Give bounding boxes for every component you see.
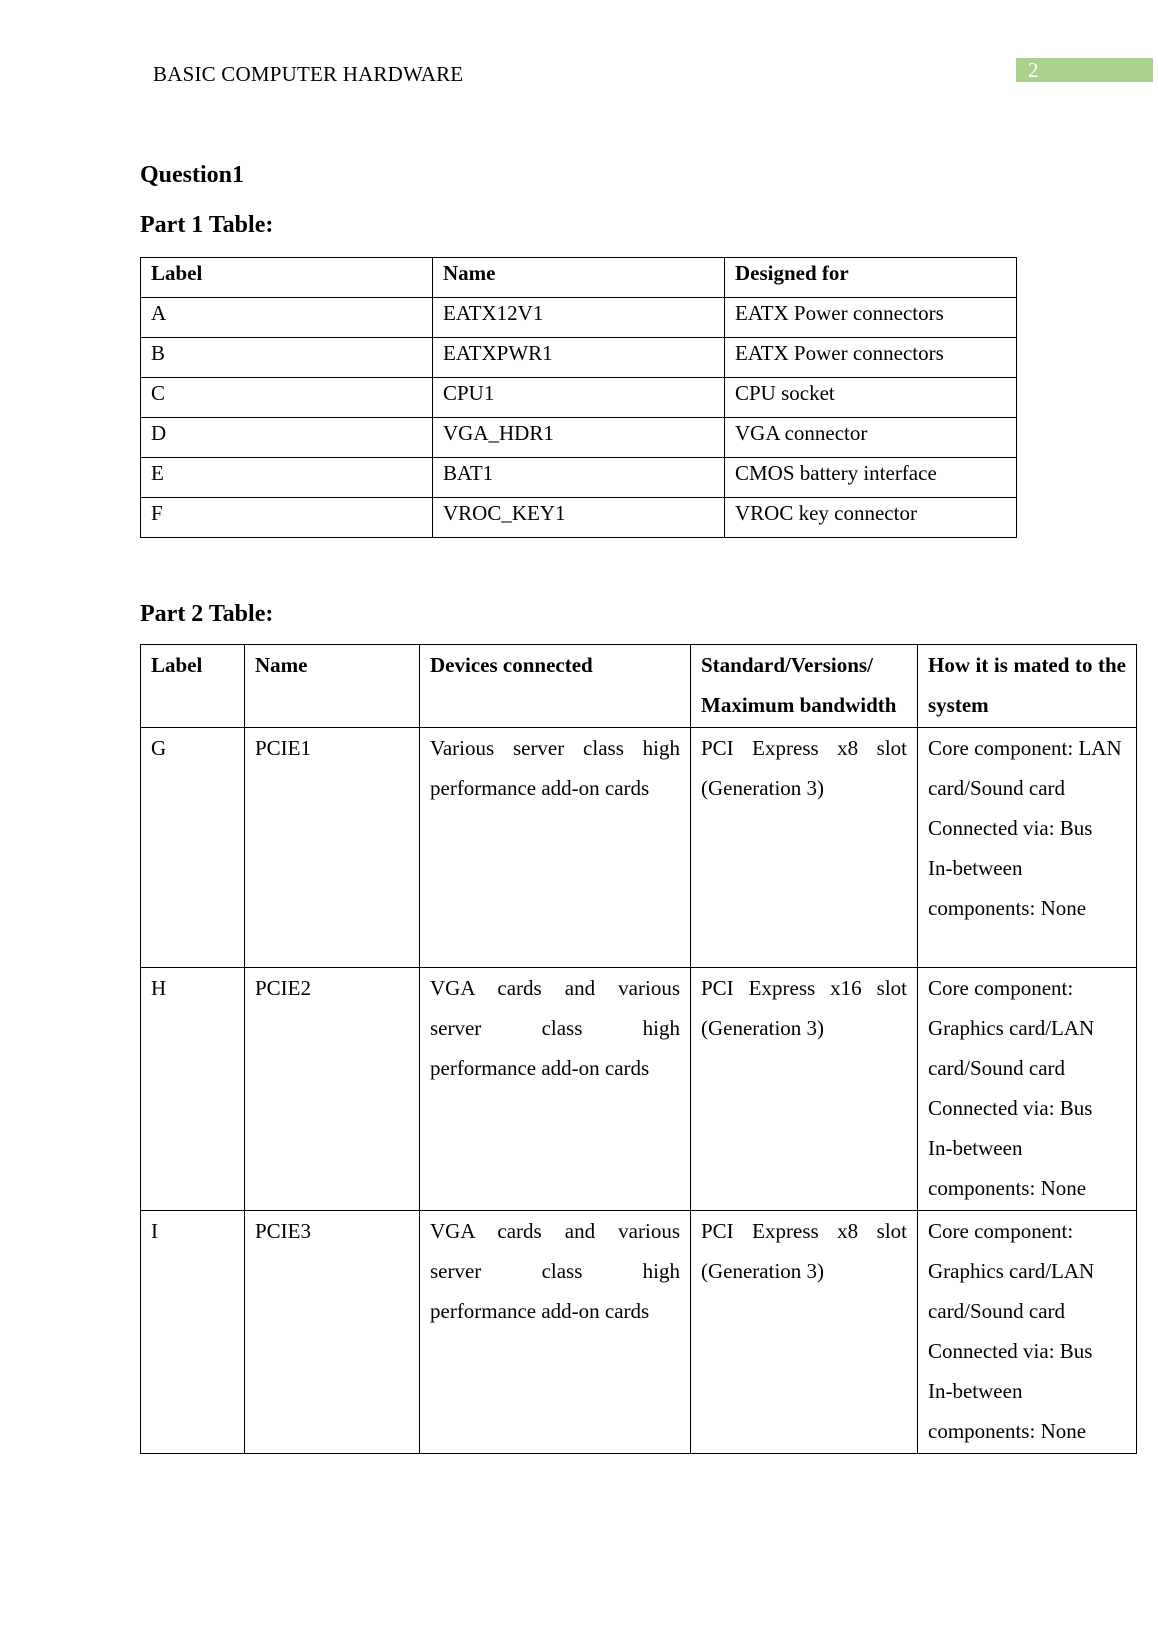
cell-name: BAT1 [433,458,725,498]
column-header: Name [245,645,420,728]
column-header: Standard/Versions/ Maximum bandwidth [691,645,918,728]
table-row [141,338,1017,378]
cell-name: CPU1 [433,378,725,418]
connected-via-text: Connected via: Bus [928,1339,1093,1363]
part1-heading: Part 1 Table: [140,212,274,238]
connected-via-text: Connected via: Bus [928,816,1093,840]
cell-label: F [141,498,433,538]
cell-label: E [141,458,433,498]
connected-via-text: Connected via: Bus [928,1096,1093,1120]
cell-standard: PCI Express x8 slot (Generation 3) [691,728,918,968]
question-heading: Question1 [140,162,245,188]
cell-devices: VGA cards and various server class high performance add-on cards [420,968,691,1211]
table-row [141,418,1017,458]
column-header: Designed for [725,258,1017,298]
cell-label: C [141,378,433,418]
in-between-text: In-between components: None [928,1136,1087,1200]
cell-designed-for: EATX Power connectors [725,298,1017,338]
table-header-row [141,645,1137,728]
column-header: How it is mated to the system [918,645,1137,728]
cell-name: PCIE3 [245,1211,420,1454]
table-row [141,298,1017,338]
column-header: Label [141,645,245,728]
table-row [141,458,1017,498]
column-header: Devices connected [420,645,691,728]
column-header: Name [433,258,725,298]
cell-name: EATXPWR1 [433,338,725,378]
core-component-text: Core component: Graphics card/LAN card/Sound card [928,1219,1095,1323]
core-component-text: Core component: Graphics card/LAN card/Sound card [928,976,1095,1080]
cell-label: G [141,728,245,968]
cell-designed-for: CPU socket [725,378,1017,418]
page-number: 2 [1016,58,1153,82]
cell-name: EATX12V1 [433,298,725,338]
table-row [141,728,1137,968]
cell-mating [918,968,1137,1211]
column-header: Label [141,258,433,298]
cell-designed-for: EATX Power connectors [725,338,1017,378]
table-header-row [141,258,1017,298]
part1-table [140,257,1017,538]
cell-label: I [141,1211,245,1454]
core-component-text: Core component: LAN card/Sound card [928,736,1122,800]
cell-name: VGA_HDR1 [433,418,725,458]
cell-designed-for: CMOS battery interface [725,458,1017,498]
cell-name: PCIE1 [245,728,420,968]
cell-label: A [141,298,433,338]
cell-standard: PCI Express x8 slot (Generation 3) [691,1211,918,1454]
cell-mating [918,1211,1137,1454]
cell-mating [918,728,1137,968]
table-row [141,1211,1137,1454]
cell-designed-for: VGA connector [725,418,1017,458]
in-between-text: In-between components: None [928,856,1087,920]
table-row [141,968,1137,1211]
part2-heading: Part 2 Table: [140,601,274,627]
running-header: BASIC COMPUTER HARDWARE [153,62,464,86]
part2-table [140,644,1137,1454]
cell-label: D [141,418,433,458]
table-row [141,378,1017,418]
cell-standard: PCI Express x16 slot (Generation 3) [691,968,918,1211]
cell-label: B [141,338,433,378]
cell-designed-for: VROC key connector [725,498,1017,538]
cell-label: H [141,968,245,1211]
in-between-text: In-between components: None [928,1379,1087,1443]
cell-name: PCIE2 [245,968,420,1211]
table-row [141,498,1017,538]
cell-devices: Various server class high performance add-on cards [420,728,691,968]
cell-name: VROC_KEY1 [433,498,725,538]
cell-devices: VGA cards and various server class high performance add-on cards [420,1211,691,1454]
